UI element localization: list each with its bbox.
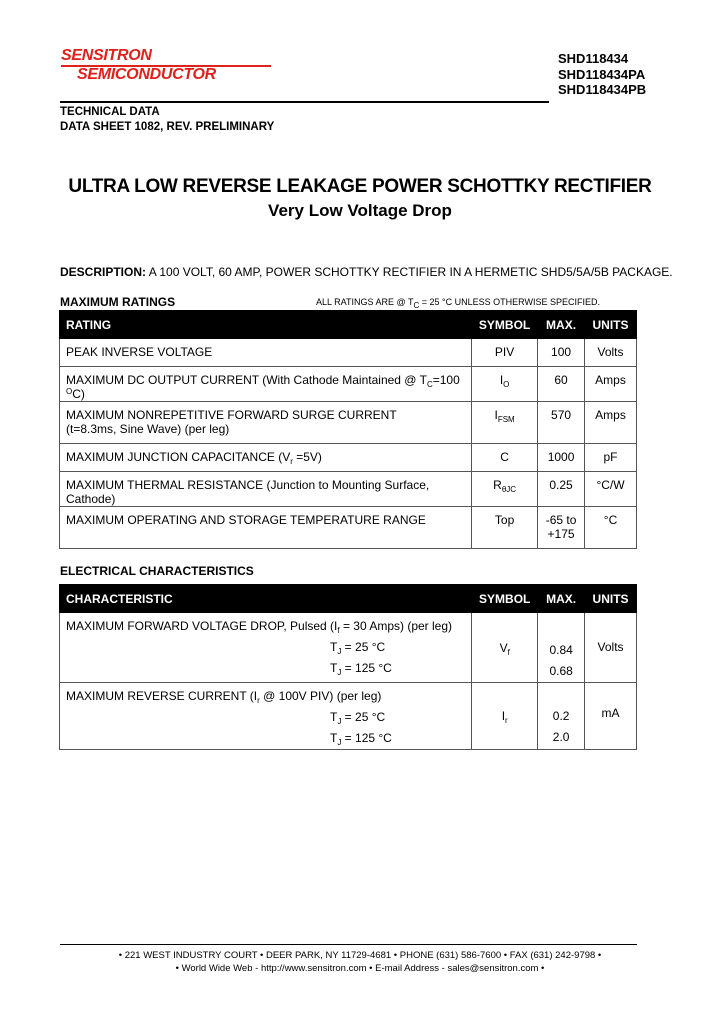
- symbol-cell: Top: [472, 507, 538, 549]
- char-subscript: r: [257, 696, 260, 705]
- condition-125c: [66, 731, 471, 749]
- cond-subscript: J: [337, 738, 342, 747]
- units-cell: pF: [585, 444, 637, 472]
- char-subscript: f: [337, 626, 340, 635]
- symbol-subscript: r: [505, 716, 508, 725]
- rating-superscript: O: [66, 387, 73, 396]
- max-text: -65 to: [545, 513, 577, 527]
- max-cell: [538, 507, 585, 549]
- max-cell: [538, 613, 585, 683]
- table-row: [60, 444, 637, 472]
- rating-text-end: C): [72, 387, 85, 401]
- symbol-subscript: FSM: [497, 415, 515, 424]
- rating-subscript: r: [290, 457, 293, 466]
- description-label: DESCRIPTION:: [60, 265, 147, 279]
- characteristic-cell: [60, 613, 472, 683]
- electrical-characteristics-table: [59, 584, 637, 750]
- symbol-cell: [472, 402, 538, 444]
- cond-symbol: T: [330, 640, 338, 654]
- condition-125c: [66, 661, 471, 679]
- header-max: MAX.: [538, 311, 585, 339]
- rating-text: MAXIMUM JUNCTION CAPACITANCE (V: [66, 450, 291, 464]
- technical-data-block: [60, 105, 274, 135]
- company-name-line2: SEMICONDUCTOR: [77, 66, 216, 83]
- footer-address: • 221 WEST INDUSTRY COURT • DEER PARK, NY 11729-4681 • PHONE (631) 586-7600 • FAX (631) 242-9798 •: [118, 950, 602, 961]
- table-header-row: [60, 311, 637, 339]
- rating-cell: [60, 367, 472, 402]
- description-text: A 100 VOLT, 60 AMP, POWER SCHOTTKY RECTIFIER IN A HERMETIC SHD5/5A/5B PACKAGE.: [146, 265, 673, 279]
- rating-text-tail: =100: [432, 373, 460, 387]
- cond-symbol: T: [330, 661, 338, 675]
- header-divider: [60, 101, 549, 103]
- units-cell: mA: [585, 683, 637, 750]
- max-cell: 1000: [538, 444, 585, 472]
- note-suffix: = 25 °C UNLESS OTHERWISE SPECIFIED.: [419, 297, 601, 307]
- max-text-line2: +175: [547, 527, 575, 541]
- cond-symbol: T: [330, 731, 338, 745]
- characteristic-text: [66, 689, 471, 710]
- symbol-subscript: O: [503, 380, 510, 389]
- rating-cell: MAXIMUM THERMAL RESISTANCE (Junction to Mounting Surface, Cathode): [60, 472, 472, 507]
- rating-cell: PEAK INVERSE VOLTAGE: [60, 339, 472, 367]
- characteristic-cell: [60, 683, 472, 750]
- symbol-text: R: [493, 478, 502, 492]
- symbol-cell: [472, 472, 538, 507]
- header-units: UNITS: [585, 585, 637, 613]
- header-symbol: SYMBOL: [472, 311, 538, 339]
- document-subtitle: Very Low Voltage Drop: [268, 201, 452, 220]
- data-sheet-label: DATA SHEET 1082, REV. PRELIMINARY: [60, 121, 275, 133]
- table-row: [60, 472, 637, 507]
- max-ratings-title: MAXIMUM RATINGS: [60, 295, 176, 309]
- units-cell: Volts: [585, 613, 637, 683]
- char-text-b: @ 100V PIV) (per leg): [259, 689, 382, 703]
- max-value-25c: 0.84: [549, 643, 573, 657]
- units-cell: Amps: [585, 367, 637, 402]
- cond-symbol: T: [330, 710, 338, 724]
- symbol-cell: PIV: [472, 339, 538, 367]
- table-header-row: [60, 585, 637, 613]
- symbol-subscript: f: [507, 647, 510, 657]
- rating-cell: MAXIMUM OPERATING AND STORAGE TEMPERATURE RANGE: [60, 507, 472, 549]
- header-symbol: SYMBOL: [472, 585, 538, 613]
- technical-data-label: TECHNICAL DATA: [60, 106, 160, 118]
- document-title: ULTRA LOW REVERSE LEAKAGE POWER SCHOTTKY RECTIFIER: [68, 176, 652, 197]
- rating-text: MAXIMUM DC OUTPUT CURRENT (With Cathode Maintained @ T: [66, 373, 427, 387]
- description: [60, 265, 673, 279]
- header-characteristic: CHARACTERISTIC: [60, 585, 472, 613]
- header-max: MAX.: [538, 585, 585, 613]
- rating-text: MAXIMUM NONREPETITIVE FORWARD SURGE CURRENT: [66, 408, 397, 422]
- symbol-cell: [472, 367, 538, 402]
- header-units: UNITS: [585, 311, 637, 339]
- symbol-text: I: [494, 408, 498, 422]
- cond-value: = 25 °C: [341, 710, 386, 724]
- max-cell: 0.25: [538, 472, 585, 507]
- cond-value: = 125 °C: [341, 731, 392, 745]
- table-row: [60, 402, 637, 444]
- symbol-text: I: [499, 373, 504, 387]
- table-row: [60, 339, 637, 367]
- units-cell: Amps: [585, 402, 637, 444]
- max-cell: 570: [538, 402, 585, 444]
- table-row: [60, 613, 637, 683]
- symbol-subscript: θJC: [501, 485, 517, 494]
- part-number: SHD118434PB: [558, 82, 647, 97]
- characteristic-text: [66, 619, 471, 640]
- cond-subscript: J: [337, 717, 342, 726]
- company-name-line1: SENSITRON: [61, 47, 152, 64]
- rating-subscript: C: [426, 380, 433, 389]
- max-cell: 100: [538, 339, 585, 367]
- cond-subscript: J: [337, 668, 342, 677]
- condition-25c: [66, 640, 471, 661]
- header-rating: RATING: [60, 311, 472, 339]
- cond-value: = 125 °C: [341, 661, 392, 675]
- max-value-125c: 0.68: [549, 664, 573, 678]
- electrical-characteristics-title: ELECTRICAL CHARACTERISTICS: [60, 564, 254, 578]
- table-row: [60, 507, 637, 549]
- part-number: SHD118434: [558, 51, 629, 66]
- char-text-b: = 30 Amps) (per leg): [339, 619, 453, 633]
- symbol-text: I: [501, 709, 506, 723]
- part-number: SHD118434PA: [558, 66, 646, 82]
- max-value-25c: 0.2: [552, 709, 570, 723]
- table-row: [60, 367, 637, 402]
- cond-value: = 25 °C: [341, 640, 386, 654]
- footer-web-email: • World Wide Web - http://www.sensitron.com • E-mail Address - sales@sensitron.com •: [175, 963, 545, 974]
- symbol-cell: C: [472, 444, 538, 472]
- part-numbers: [558, 51, 646, 98]
- note-prefix: ALL RATINGS ARE @ T: [316, 297, 414, 307]
- char-text-a: MAXIMUM FORWARD VOLTAGE DROP, Pulsed (I: [66, 619, 338, 633]
- units-cell: Volts: [585, 339, 637, 367]
- symbol-text: V: [499, 640, 508, 655]
- footer-divider: [60, 944, 637, 945]
- units-cell: °C: [585, 507, 637, 549]
- max-cell: 60: [538, 367, 585, 402]
- rating-cell: [60, 402, 472, 444]
- rating-cell: [60, 444, 472, 472]
- cond-subscript: J: [337, 647, 342, 656]
- table-row: [60, 683, 637, 750]
- symbol-cell: [472, 613, 538, 683]
- ratings-conditions-note: [316, 297, 601, 310]
- char-text-a: MAXIMUM REVERSE CURRENT (I: [66, 689, 258, 703]
- max-value-125c: 2.0: [552, 730, 570, 744]
- condition-25c: [66, 710, 471, 731]
- rating-text-tail: =5V): [292, 450, 322, 464]
- units-cell: °C/W: [585, 472, 637, 507]
- note-subscript: C: [413, 301, 420, 310]
- max-cell: [538, 683, 585, 750]
- max-ratings-table: [59, 310, 637, 549]
- symbol-cell: [472, 683, 538, 750]
- rating-text-line2: (t=8.3ms, Sine Wave) (per leg): [66, 422, 230, 436]
